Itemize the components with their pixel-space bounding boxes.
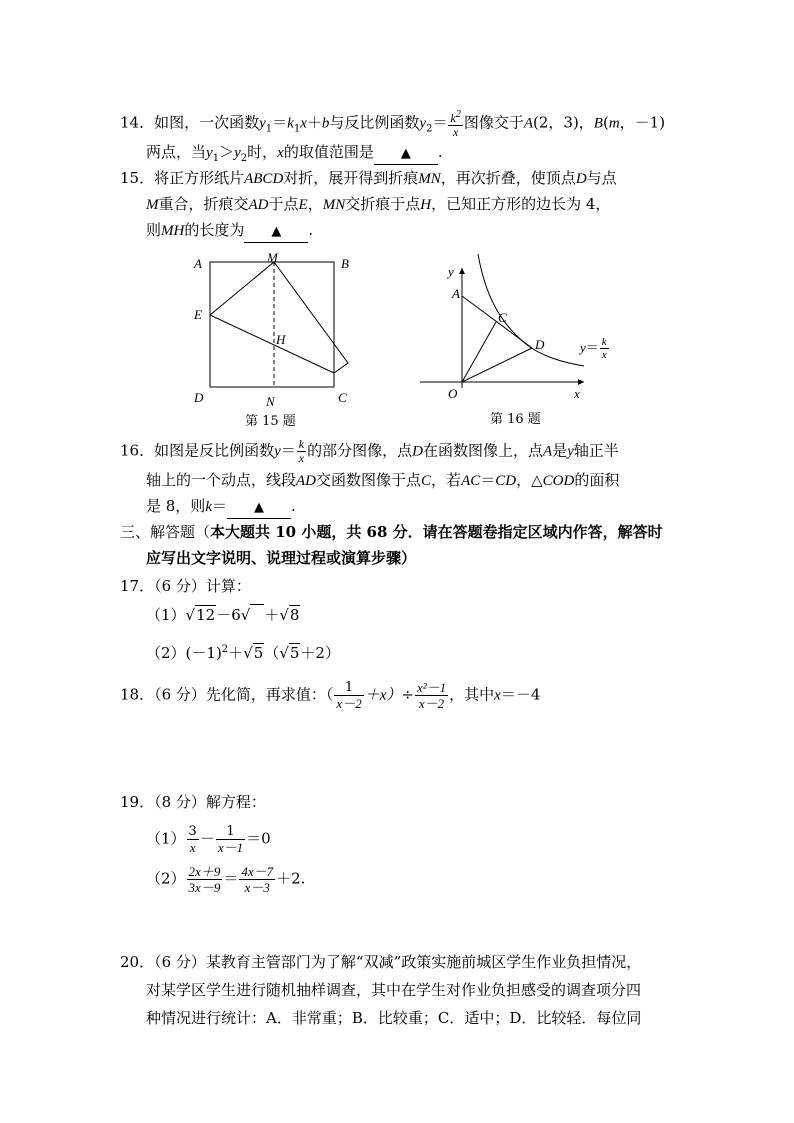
- answer-blank-16[interactable]: ▲: [227, 496, 291, 519]
- fig16-label-D: D: [535, 337, 545, 352]
- q20-line-3: 种情况进行统计：A．非常重；B．比较重；C．适中；D．比较轻．每位同: [146, 1009, 642, 1027]
- q19-part-2: （2） $\frac{2x+9}{3x-9}$ ＝ $\frac{4x-7}{x-3}$ ＋2.: [146, 864, 306, 895]
- q19-part-1: （1） $\frac{3}{x}$ － $\frac{1}{x-1}$ ＝0: [146, 824, 271, 855]
- fig16-label-C: C: [498, 310, 507, 325]
- answer-blank-14[interactable]: ▲: [374, 142, 438, 165]
- fig15-caption: 第 15 题: [245, 414, 296, 429]
- q16-line-2: 轴上的一个动点，线段AD交函数图像于点C，若AC＝CD，△COD的面积: [146, 471, 620, 489]
- section-3-heading: 三、解答题（本大题共 10 小题，共 68 分．请在答题卷指定区域内作答，解答时: [120, 523, 663, 541]
- q16-line-1: 16．如图是反比例函数y＝ $\frac{k}{x}$ 的部分图像，点D在函数图像上，点A是y轴正半: [120, 437, 619, 465]
- q14-line-1: 14．如图，一次函数$y_1=k_1x+b$与反比例函数$y_2=$ $\frac{k^2}{x}$ 图像交于A(2，3)，B(m，－1): [120, 109, 666, 139]
- fig15-label-N: N: [266, 394, 275, 409]
- q14-fraction: $\frac{k^2}{x}$: [450, 109, 461, 139]
- q20-line-1: 20．（6 分）某教育主管部门为了解“双减”政策实施前城区学生作业负担情况，: [120, 953, 642, 971]
- fig16-caption: 第 16 题: [490, 412, 541, 427]
- q16-line-3: 是 8，则k＝ ▲ .: [146, 496, 296, 519]
- q18-line: 18．（6 分）先化简，再求值：（ $\frac{1}{x-2}$ ＋x）÷ $\frac{\text{x²－1}}{x-2}$ ，其中x＝－4: [120, 680, 541, 711]
- fig15-label-M: M: [267, 250, 278, 265]
- square-abcd: [210, 262, 334, 387]
- fig16-curve-label: y＝ $\frac{k}{x}$: [580, 336, 607, 361]
- segment-oc: [462, 322, 496, 382]
- fig16-label-O: O: [448, 386, 458, 401]
- q17-heading: 17．（6 分）计算：: [120, 577, 251, 595]
- q14-line-2: 两点，当$y_1>y_2$时，x的取值范围是 ▲ .: [146, 143, 443, 164]
- figure-15: [188, 248, 364, 410]
- q15-line-3: 则MH的长度为 ▲ .: [146, 220, 313, 243]
- hyperbola-curve: [478, 254, 584, 366]
- fig15-label-C: C: [338, 390, 347, 405]
- section-3-heading-cont: 应写出文字说明、说理过程或演算步骤）: [146, 549, 417, 567]
- fig16-label-x: x: [574, 386, 580, 401]
- y-axis-arrow: [459, 268, 465, 274]
- fig15-label-B: B: [341, 256, 349, 271]
- folded-triangle: [210, 262, 348, 373]
- q15-line-1: 15．将正方形纸片ABCD对折，展开得到折痕MN，再次折叠，使顶点D与点: [120, 169, 617, 187]
- fig15-label-E: E: [194, 307, 202, 322]
- segment-ad: [462, 296, 532, 348]
- answer-blank-15[interactable]: ▲: [244, 220, 308, 243]
- fig15-label-D: D: [194, 390, 204, 405]
- q15-line-2: M重合，折痕交AD于点E，MN交折痕于点H，已知正方形的边长为 4，: [146, 195, 611, 213]
- x-axis-arrow: [578, 379, 584, 385]
- fig15-label-A: A: [194, 256, 202, 271]
- q17-part-1: （1）√12－6√ ＋√8: [146, 606, 300, 624]
- fig15-label-H: H: [276, 332, 286, 347]
- fig16-label-A: A: [452, 286, 460, 301]
- q20-line-2: 对某学区学生进行随机抽样调查，其中在学生对作业负担感受的调查项分四: [146, 981, 642, 999]
- fig16-label-y: y: [448, 264, 454, 279]
- segment-od: [462, 348, 532, 382]
- q19-heading: 19．（8 分）解方程：: [120, 793, 266, 811]
- q17-part-2: $(2)(-1)^2+√5(√5+2)$: [146, 644, 340, 662]
